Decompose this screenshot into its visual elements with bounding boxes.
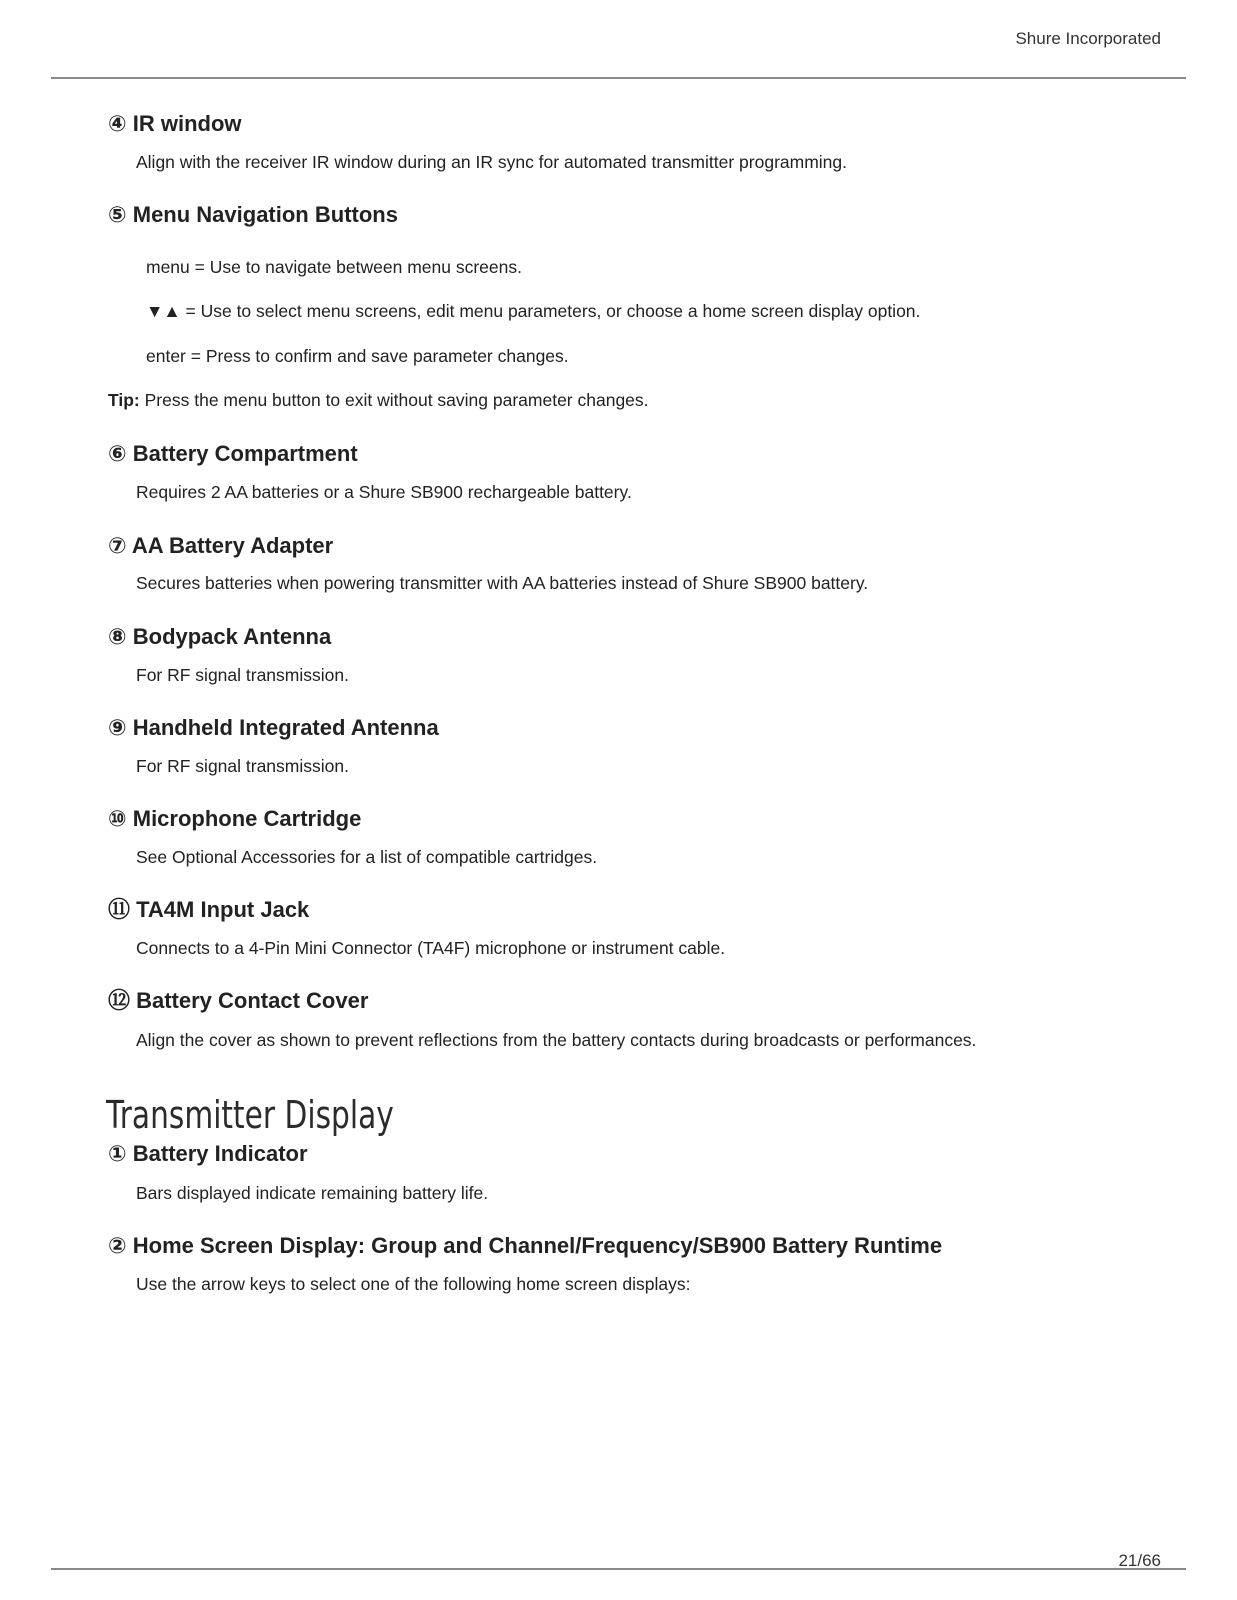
- text-handheld-integrated-antenna: For RF signal transmission.: [136, 756, 349, 776]
- text-arrow-buttons: ▼▲ = Use to select menu screens, edit menu parameters, or choose a home screen display option.: [146, 301, 921, 321]
- heading-ir-window: ④ IR window: [108, 111, 242, 136]
- text-aa-battery-adapter: Secures batteries when powering transmitter with AA batteries instead of Shure SB900 battery.: [136, 573, 869, 593]
- tip-note: [108, 389, 649, 411]
- header-divider: [51, 77, 1186, 79]
- footer-divider: [51, 1568, 1186, 1570]
- text-battery-compartment: Requires 2 AA batteries or a Shure SB900 rechargeable battery.: [136, 482, 632, 502]
- heading-battery-compartment: ⑥ Battery Compartment: [108, 441, 358, 466]
- text-menu-button: menu = Use to navigate between menu screens.: [146, 257, 522, 277]
- text-home-screen-display: Use the arrow keys to select one of the following home screen displays:: [136, 1274, 691, 1294]
- text-battery-indicator: Bars displayed indicate remaining battery life.: [136, 1183, 489, 1203]
- text-microphone-cartridge: See Optional Accessories for a list of compatible cartridges.: [136, 847, 598, 867]
- text-battery-contact-cover: Align the cover as shown to prevent reflections from the battery contacts during broadcasts or performances.: [136, 1030, 977, 1050]
- text-bodypack-antenna: For RF signal transmission.: [136, 665, 349, 685]
- heading-bodypack-antenna: ⑧ Bodypack Antenna: [108, 624, 332, 649]
- text-ta4m-input-jack: Connects to a 4-Pin Mini Connector (TA4F) microphone or instrument cable.: [136, 938, 726, 958]
- heading-microphone-cartridge: ⑩ Microphone Cartridge: [108, 806, 362, 831]
- tip-label: Tip:: [108, 390, 140, 410]
- heading-aa-battery-adapter: ⑦ AA Battery Adapter: [108, 533, 334, 558]
- heading-handheld-integrated-antenna: ⑨ Handheld Integrated Antenna: [108, 715, 439, 740]
- tip-text: Press the menu button to exit without saving parameter changes.: [139, 390, 649, 410]
- heading-battery-indicator: ① Battery Indicator: [108, 1141, 308, 1166]
- text-enter-button: enter = Press to confirm and save parameter changes.: [146, 346, 569, 366]
- heading-home-screen-display: ② Home Screen Display: Group and Channel/Frequency/SB900 Battery Runtime: [108, 1233, 943, 1258]
- section-title-transmitter-display: Transmitter Display: [106, 1093, 394, 1137]
- text-ir-window: Align with the receiver IR window during an IR sync for automated transmitter programming.: [136, 152, 847, 172]
- heading-battery-contact-cover: ⑫ Battery Contact Cover: [108, 988, 369, 1013]
- company-name: Shure Incorporated: [1015, 29, 1161, 48]
- heading-ta4m-input-jack: ⑪ TA4M Input Jack: [108, 897, 310, 922]
- heading-menu-navigation-buttons: ⑤ Menu Navigation Buttons: [108, 202, 398, 227]
- page-number: 21/66: [1118, 1551, 1161, 1570]
